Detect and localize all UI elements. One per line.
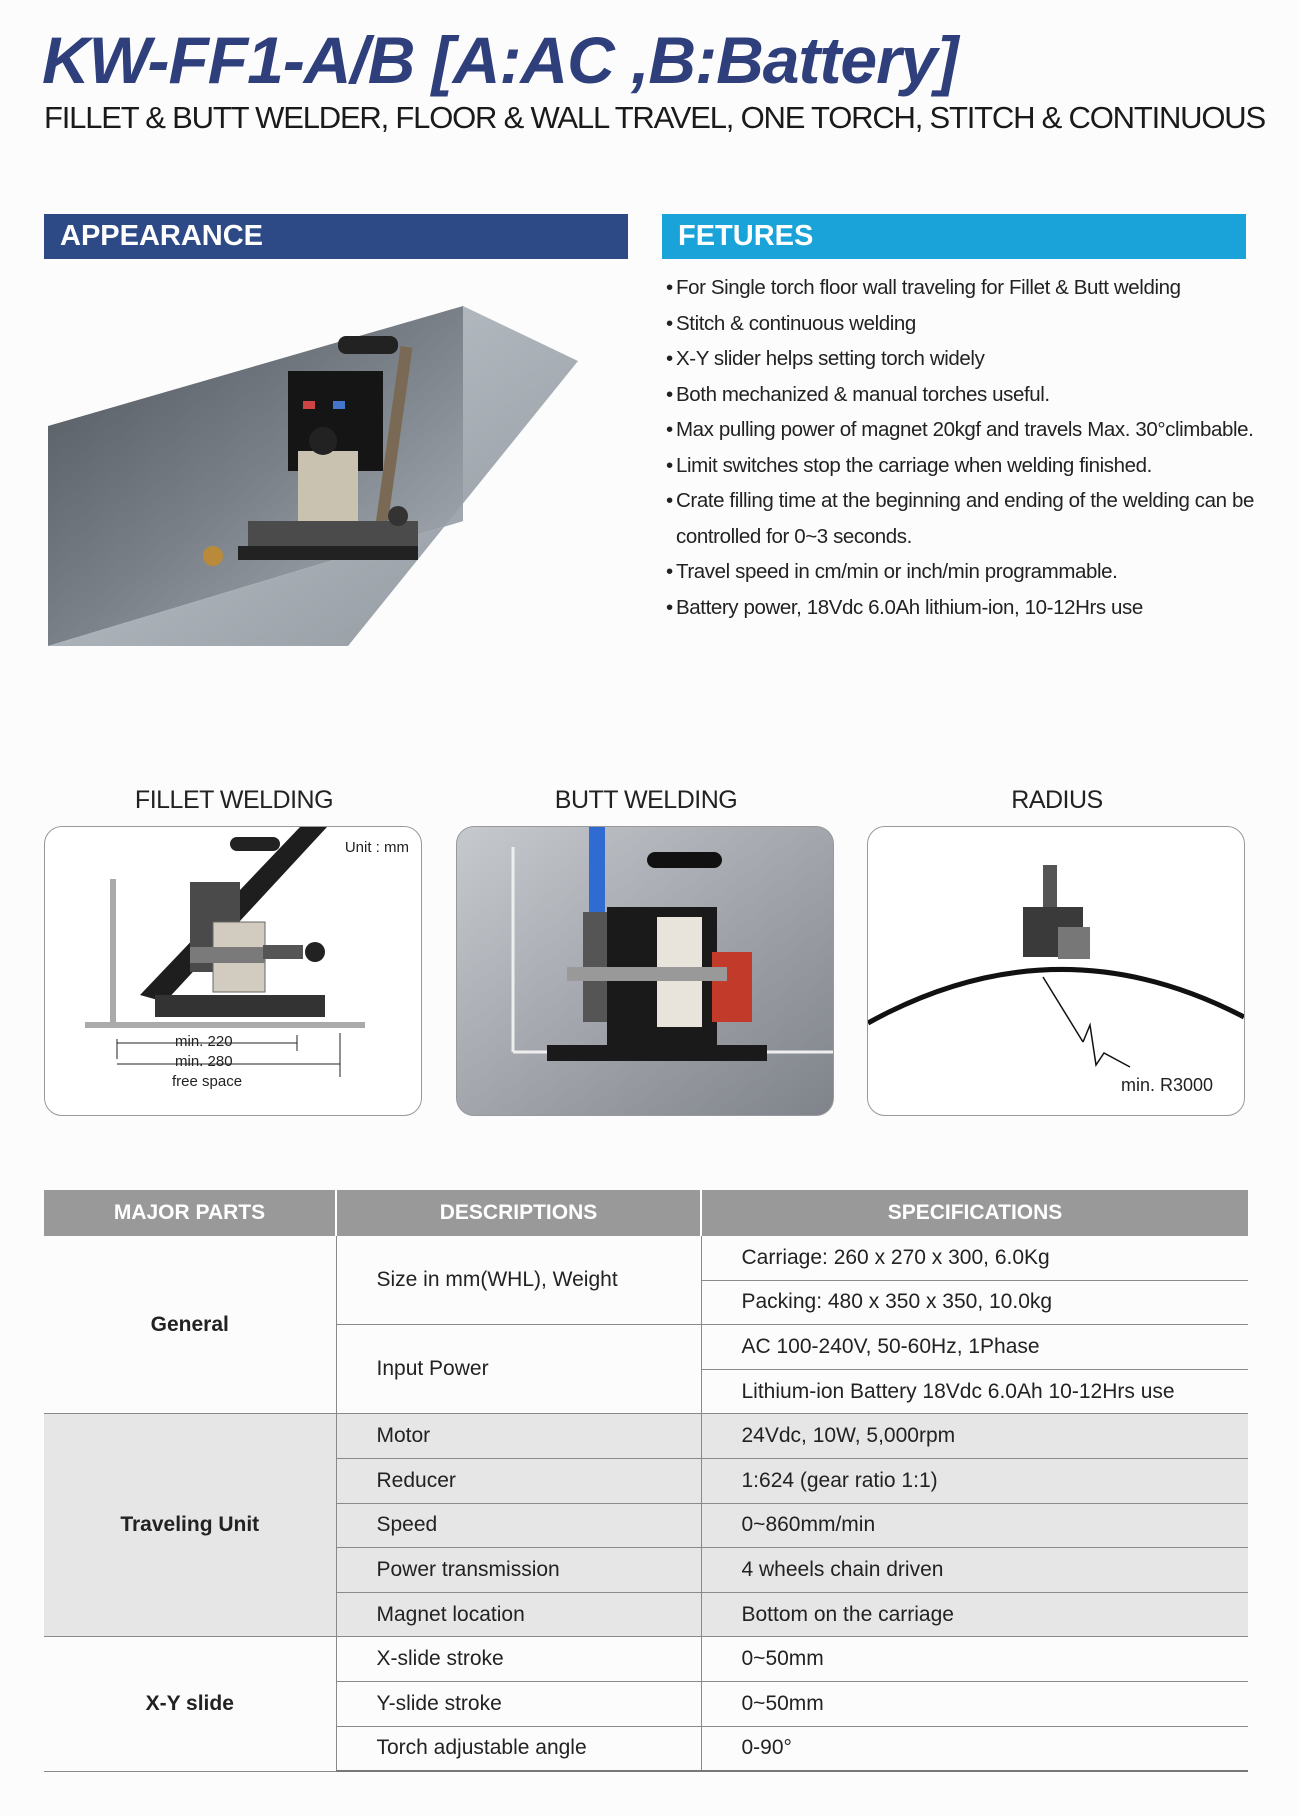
table-cell: Bottom on the carriage [701,1592,1248,1637]
table-cell: Lithium-ion Battery 18Vdc 6.0Ah 10-12Hrs use [701,1369,1248,1414]
table-cell: Packing: 480 x 350 x 350, 10.0kg [701,1280,1248,1325]
part-xy-slide: X-Y slide [44,1637,336,1771]
features-heading: FETURES [662,214,1246,259]
table-cell: Carriage: 260 x 270 x 300, 6.0Kg [701,1236,1248,1280]
table-cell: Motor [336,1414,701,1459]
butt-welding-photo [457,827,833,1115]
feature-item: • Crate filling time at the beginning and ending of the welding can be controlled for 0~3 seconds. [662,483,1272,554]
table-cell: Power transmission [336,1548,701,1593]
table-row [44,1414,1248,1459]
radius-diagram [868,827,1244,1115]
table-cell: Size in mm(WHL), Weight [336,1236,701,1325]
appearance-photo [48,306,578,646]
feature-item: • For Single torch floor wall traveling for Fillet & Butt welding [662,270,1272,306]
radius-title: RADIUS [1011,786,1103,814]
radius-label: min. R3000 [1121,1075,1214,1095]
table-row [44,1236,1248,1280]
table-cell: Input Power [336,1325,701,1414]
table-cell: Torch adjustable angle [336,1726,701,1771]
table-cell: 4 wheels chain driven [701,1548,1248,1593]
features-list [662,270,1272,625]
dimension-label: min. 280 [175,1053,233,1070]
table-cell: 0~50mm [701,1681,1248,1726]
appearance-heading: APPEARANCE [44,214,628,259]
table-cell: Magnet location [336,1592,701,1637]
feature-item: • X-Y slider helps setting torch widely [662,341,1272,377]
feature-item: • Limit switches stop the carriage when welding finished. [662,448,1272,484]
butt-welding-title: BUTT WELDING [554,786,738,814]
column-header: MAJOR PARTS [44,1190,336,1236]
feature-item: • Travel speed in cm/min or inch/min programmable. [662,554,1272,590]
unit-label: Unit : mm [344,839,409,856]
radius-panel [867,826,1245,1116]
butt-welding-panel [456,826,834,1116]
part-general: General [44,1236,336,1414]
dimension-label: min. 220 [175,1033,233,1050]
table-cell: Y-slide stroke [336,1681,701,1726]
column-header: DESCRIPTIONS [336,1190,701,1236]
table-cell: Speed [336,1503,701,1548]
table-header-row [44,1190,1248,1236]
table-cell: Reducer [336,1458,701,1503]
table-cell: 1:624 (gear ratio 1:1) [701,1458,1248,1503]
part-traveling-unit: Traveling Unit [44,1414,336,1637]
fillet-welding-title: FILLET WELDING [134,786,334,814]
feature-item: • Both mechanized & manual torches useful. [662,377,1272,413]
table-cell: 0-90° [701,1726,1248,1771]
table-cell: 0~860mm/min [701,1503,1248,1548]
page-subtitle: FILLET & BUTT WELDER, FLOOR & WALL TRAVEL, ONE TORCH, STITCH & CONTINUOUS [44,100,1265,135]
page-title: KW-FF1-A/B [A:AC ,B:Battery] [42,23,958,97]
spec-table [44,1190,1248,1772]
fillet-diagram [45,827,421,1115]
feature-item: • Stitch & continuous welding [662,306,1272,342]
feature-item: • Max pulling power of magnet 20kgf and travels Max. 30°climbable. [662,412,1272,448]
feature-item: • Battery power, 18Vdc 6.0Ah lithium-ion, 10-12Hrs use [662,590,1272,626]
fillet-welding-panel [44,826,422,1116]
table-cell: X-slide stroke [336,1637,701,1682]
dimension-label: free space [172,1073,243,1090]
table-cell: AC 100-240V, 50-60Hz, 1Phase [701,1325,1248,1370]
table-cell: 0~50mm [701,1637,1248,1682]
column-header: SPECIFICATIONS [701,1190,1248,1236]
table-row [44,1637,1248,1682]
table-cell: 24Vdc, 10W, 5,000rpm [701,1414,1248,1459]
